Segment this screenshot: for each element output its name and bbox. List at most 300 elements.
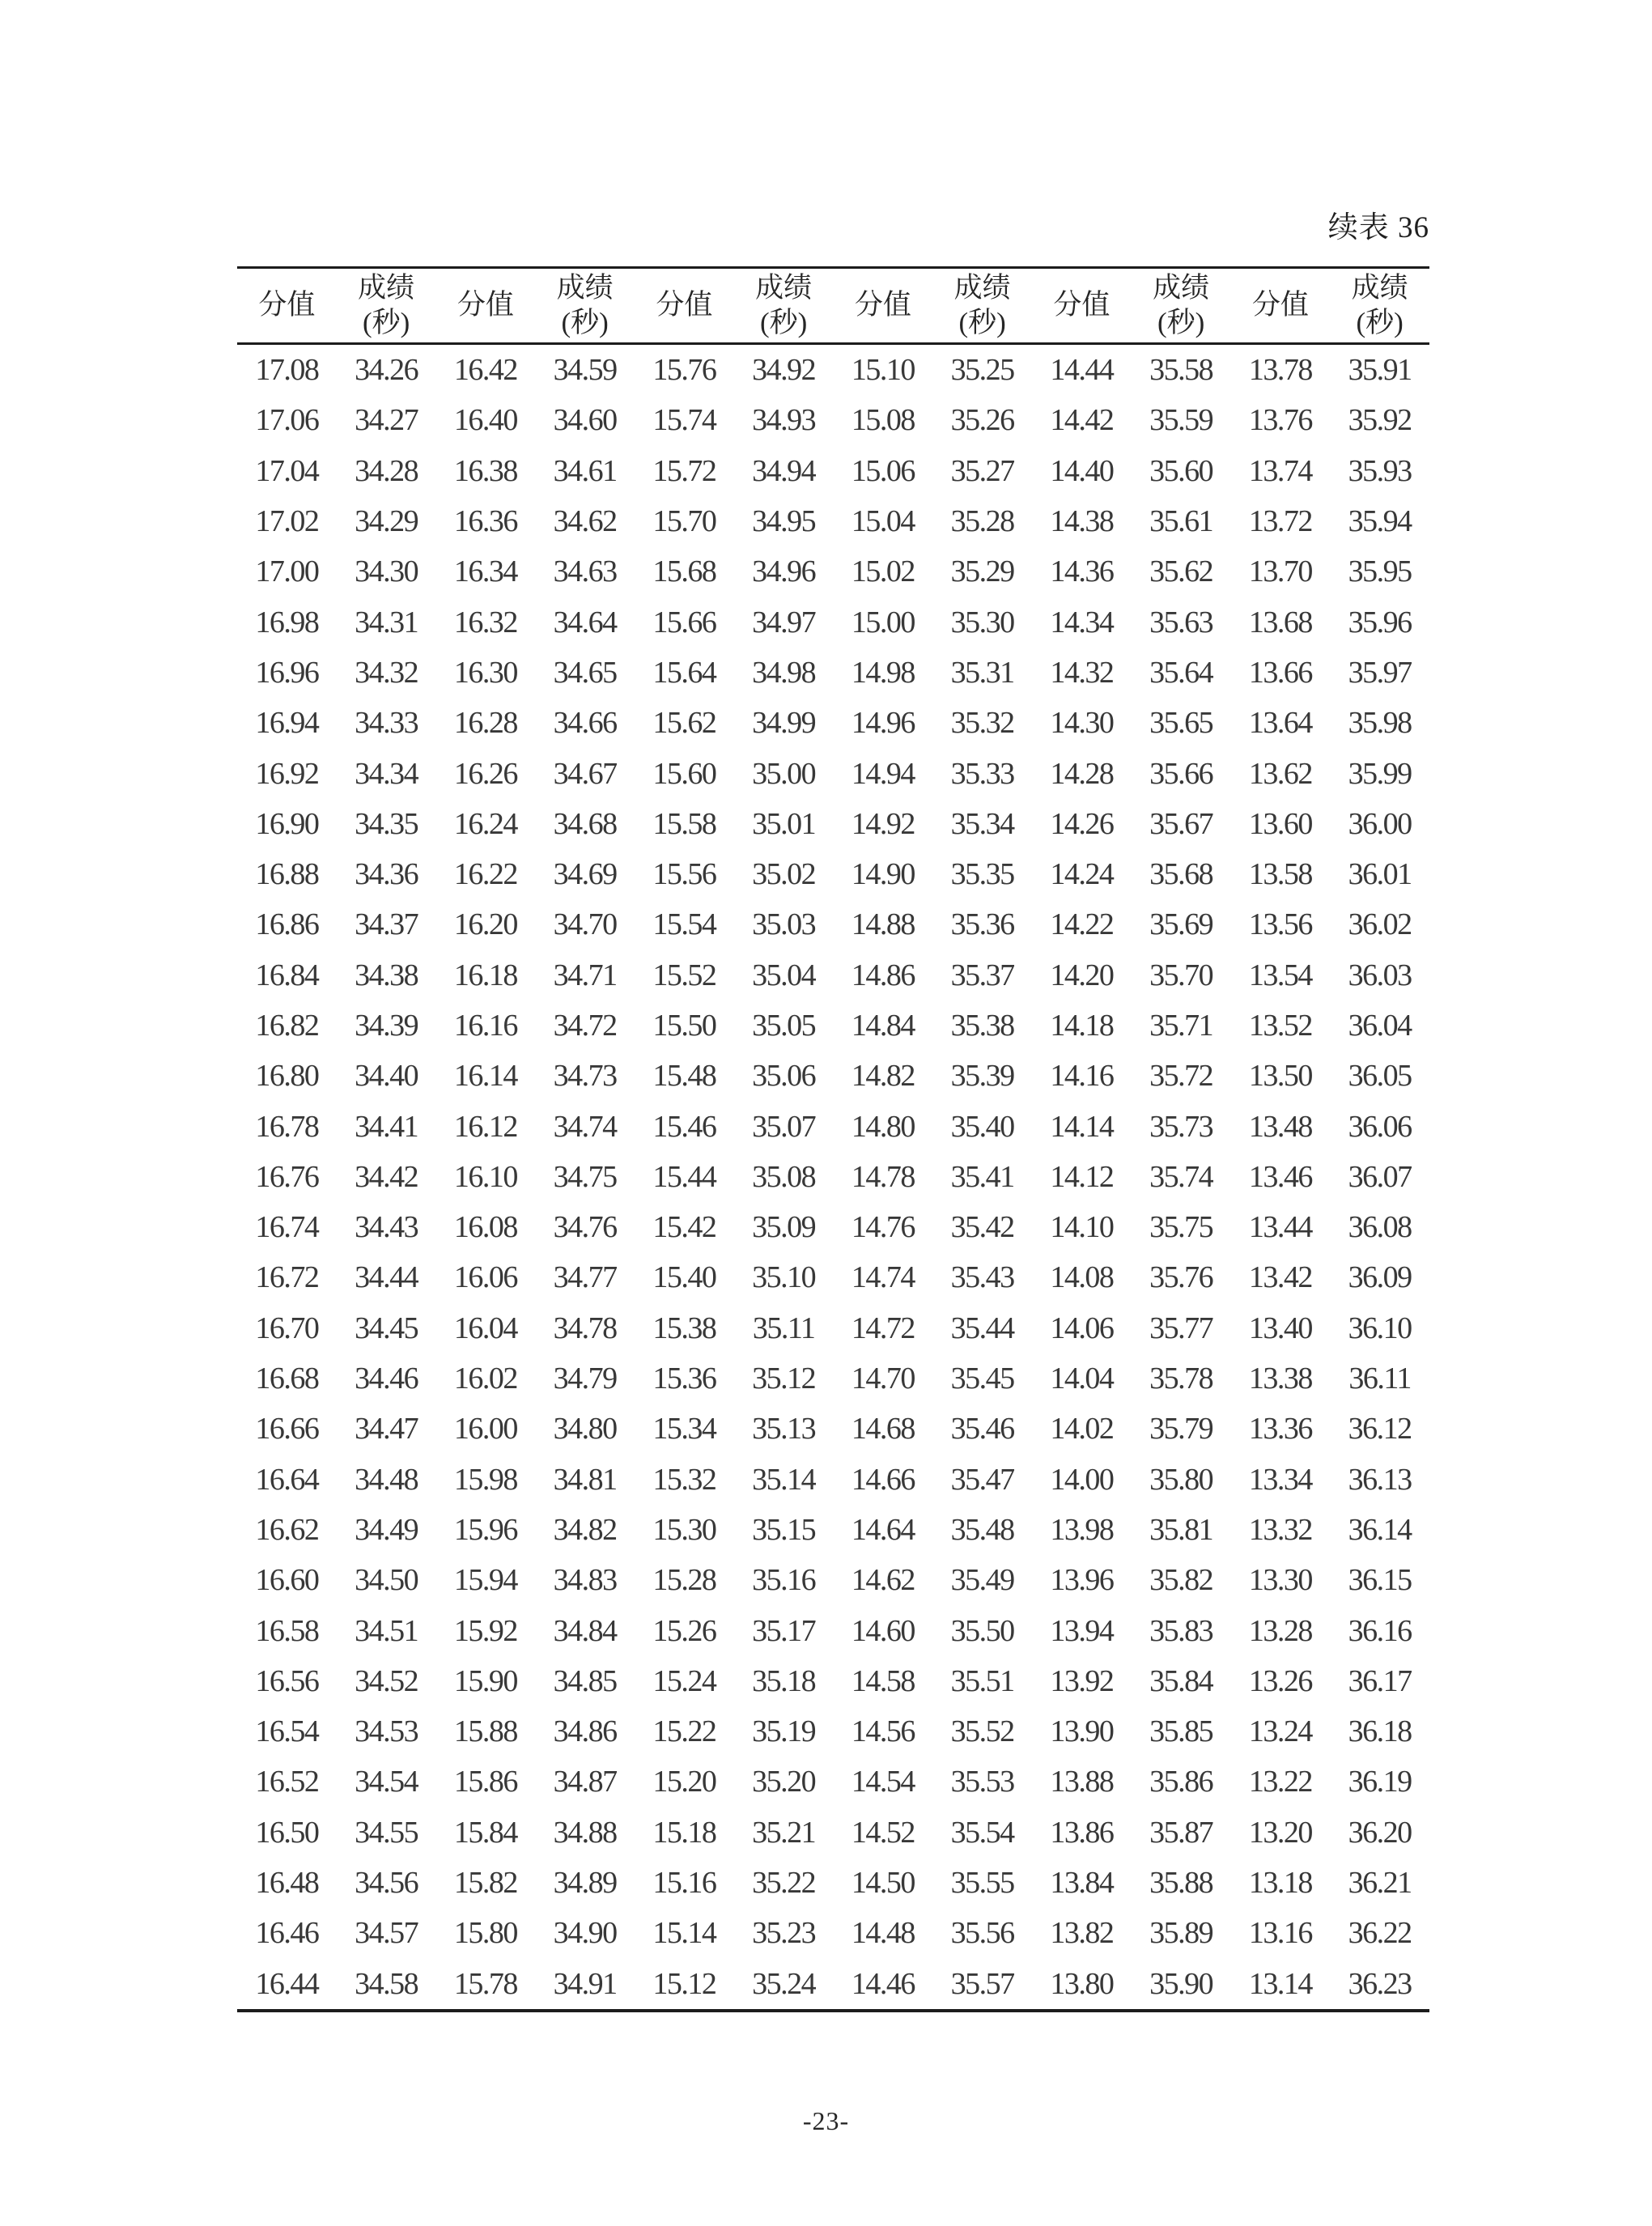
header-result-line2: (秒)	[759, 306, 808, 338]
table-cell: 13.14	[1248, 1966, 1312, 2001]
table-cell: 36.05	[1348, 1059, 1412, 1094]
table-row	[237, 1152, 1429, 1202]
table-cell: 16.14	[453, 1059, 517, 1094]
table-cell: 36.17	[1348, 1663, 1412, 1698]
table-cell: 14.16	[1050, 1059, 1114, 1094]
table-cell: 15.40	[652, 1260, 716, 1295]
table-cell: 15.76	[652, 353, 716, 388]
table-cell: 15.52	[652, 958, 716, 992]
table-cell: 15.28	[652, 1563, 716, 1598]
table-cell: 16.18	[453, 958, 517, 992]
table-cell: 16.94	[255, 706, 319, 741]
table-row	[237, 395, 1429, 445]
table-cell: 35.54	[950, 1815, 1014, 1850]
table-cell: 34.98	[752, 655, 816, 690]
header-cell-result	[734, 271, 834, 340]
table-cell: 36.14	[1348, 1512, 1412, 1547]
table-cell: 35.57	[950, 1966, 1014, 2001]
table-row	[237, 1908, 1429, 1958]
table-cell: 35.72	[1149, 1059, 1213, 1094]
table-cell: 35.17	[752, 1613, 816, 1648]
table-cell: 36.15	[1348, 1563, 1412, 1598]
table-cell: 35.08	[752, 1159, 816, 1194]
table-cell: 35.45	[950, 1362, 1014, 1396]
table-cell: 17.08	[255, 353, 319, 388]
table-cell: 14.22	[1050, 907, 1114, 942]
table-cell: 34.51	[355, 1613, 418, 1648]
table-cell: 34.80	[553, 1412, 617, 1446]
table-cell: 14.34	[1050, 605, 1114, 639]
table-cell: 16.32	[453, 605, 517, 639]
table-cell: 34.29	[355, 504, 418, 539]
table-cell: 35.32	[950, 706, 1014, 741]
table-cell: 34.48	[355, 1462, 418, 1497]
table-cell: 14.88	[851, 907, 915, 942]
table-cell: 13.50	[1248, 1059, 1312, 1094]
table-header-row	[237, 269, 1429, 345]
table-cell: 34.83	[553, 1563, 617, 1598]
table-row	[237, 1706, 1429, 1757]
table-cell: 35.92	[1348, 403, 1412, 438]
table-cell: 15.08	[851, 403, 915, 438]
table-cell: 35.42	[950, 1210, 1014, 1245]
table-cell: 35.88	[1149, 1866, 1213, 1901]
table-cell: 34.34	[355, 756, 418, 791]
table-cell: 36.06	[1348, 1109, 1412, 1144]
table-cell: 35.07	[752, 1109, 816, 1144]
header-cell-score: 分值	[258, 289, 316, 321]
table-cell: 13.96	[1050, 1563, 1114, 1598]
table-row	[237, 1757, 1429, 1807]
table-cell: 34.86	[553, 1714, 617, 1749]
table-cell: 34.69	[553, 857, 617, 892]
table-cell: 13.20	[1248, 1815, 1312, 1850]
table-cell: 35.40	[950, 1109, 1014, 1144]
table-caption: 续表 36	[1327, 211, 1429, 244]
table-cell: 13.40	[1248, 1311, 1312, 1345]
table-cell: 16.42	[453, 353, 517, 388]
table-cell: 36.02	[1348, 907, 1412, 942]
table-cell: 35.96	[1348, 605, 1412, 639]
table-row	[237, 446, 1429, 496]
table-cell: 14.80	[851, 1109, 915, 1144]
header-result-line2: (秒)	[561, 306, 609, 338]
header-cell-result	[337, 271, 436, 340]
table-cell: 36.04	[1348, 1009, 1412, 1043]
table-cell: 15.56	[652, 857, 716, 892]
table-cell: 34.64	[553, 605, 617, 639]
table-cell: 16.72	[255, 1260, 319, 1295]
table-cell: 34.84	[553, 1613, 617, 1648]
table-cell: 14.84	[851, 1009, 915, 1043]
table-cell: 35.20	[752, 1765, 816, 1799]
table-cell: 35.12	[752, 1362, 816, 1396]
table-cell: 34.82	[553, 1512, 617, 1547]
table-cell: 34.47	[355, 1412, 418, 1446]
table-cell: 34.95	[752, 504, 816, 539]
table-cell: 35.31	[950, 655, 1014, 690]
table-row	[237, 597, 1429, 647]
table-cell: 34.54	[355, 1765, 418, 1799]
table-cell: 15.62	[652, 706, 716, 741]
table-cell: 16.24	[453, 806, 517, 841]
header-result-line1: 成绩	[953, 271, 1011, 304]
header-cell-score: 分值	[1251, 289, 1309, 321]
table-row	[237, 1404, 1429, 1454]
table-cell: 14.20	[1050, 958, 1114, 992]
table-cell: 35.06	[752, 1059, 816, 1094]
table-cell: 34.99	[752, 706, 816, 741]
table-cell: 34.43	[355, 1210, 418, 1245]
table-cell: 17.06	[255, 403, 319, 438]
table-row	[237, 1202, 1429, 1252]
table-cell: 34.41	[355, 1109, 418, 1144]
table-cell: 15.06	[851, 453, 915, 488]
table-cell: 13.52	[1248, 1009, 1312, 1043]
table-cell: 13.64	[1248, 706, 1312, 741]
header-result-line2: (秒)	[1356, 306, 1404, 338]
table-cell: 35.48	[950, 1512, 1014, 1547]
table-cell: 35.05	[752, 1009, 816, 1043]
table-cell: 35.03	[752, 907, 816, 942]
table-row	[237, 648, 1429, 698]
table-cell: 13.68	[1248, 605, 1312, 639]
table-cell: 14.02	[1050, 1412, 1114, 1446]
table-cell: 34.39	[355, 1009, 418, 1043]
table-cell: 34.97	[752, 605, 816, 639]
table-cell: 35.87	[1149, 1815, 1213, 1850]
table-cell: 35.86	[1149, 1765, 1213, 1799]
table-cell: 15.22	[652, 1714, 716, 1749]
table-cell: 15.10	[851, 353, 915, 388]
table-cell: 35.51	[950, 1663, 1014, 1698]
table-cell: 34.74	[553, 1109, 617, 1144]
header-cell-score: 分值	[1053, 289, 1111, 321]
table-cell: 14.44	[1050, 353, 1114, 388]
table-cell: 35.30	[950, 605, 1014, 639]
table-cell: 16.22	[453, 857, 517, 892]
table-cell: 34.38	[355, 958, 418, 992]
table-cell: 14.38	[1050, 504, 1114, 539]
table-cell: 15.78	[453, 1966, 517, 2001]
table-cell: 35.35	[950, 857, 1014, 892]
table-cell: 14.24	[1050, 857, 1114, 892]
table-cell: 14.70	[851, 1362, 915, 1396]
table-cell: 35.85	[1149, 1714, 1213, 1749]
table-cell: 14.46	[851, 1966, 915, 2001]
table-row	[237, 1000, 1429, 1051]
table-cell: 36.23	[1348, 1966, 1412, 2001]
table-cell: 36.20	[1348, 1815, 1412, 1850]
table-cell: 13.46	[1248, 1159, 1312, 1194]
header-cell-result	[535, 271, 635, 340]
table-cell: 15.90	[453, 1663, 517, 1698]
table-cell: 35.65	[1149, 706, 1213, 741]
table-cell: 16.34	[453, 554, 517, 589]
table-cell: 35.55	[950, 1866, 1014, 1901]
table-cell: 35.37	[950, 958, 1014, 992]
table-cell: 16.86	[255, 907, 319, 942]
table-cell: 35.70	[1149, 958, 1213, 992]
table-cell: 15.42	[652, 1210, 716, 1245]
table-row	[237, 1353, 1429, 1404]
table-cell: 14.36	[1050, 554, 1114, 589]
table-cell: 34.52	[355, 1663, 418, 1698]
table-cell: 15.38	[652, 1311, 716, 1345]
table-cell: 34.79	[553, 1362, 617, 1396]
table-cell: 35.69	[1149, 907, 1213, 942]
table-cell: 14.26	[1050, 806, 1114, 841]
table-cell: 14.92	[851, 806, 915, 841]
header-cell-score: 分值	[854, 289, 911, 321]
table-cell: 15.70	[652, 504, 716, 539]
table-cell: 14.90	[851, 857, 915, 892]
table-cell: 35.99	[1348, 756, 1412, 791]
table-cell: 35.56	[950, 1916, 1014, 1951]
table-cell: 35.34	[950, 806, 1014, 841]
table-cell: 36.11	[1348, 1362, 1411, 1396]
table-cell: 35.23	[752, 1916, 816, 1951]
table-cell: 36.00	[1348, 806, 1412, 841]
table-cell: 17.04	[255, 453, 319, 488]
table-cell: 16.44	[255, 1966, 319, 2001]
table-cell: 35.93	[1348, 453, 1412, 488]
table-cell: 13.78	[1248, 353, 1312, 388]
table-cell: 14.58	[851, 1663, 915, 1698]
table-cell: 35.98	[1348, 706, 1412, 741]
table-cell: 15.74	[652, 403, 716, 438]
table-cell: 34.42	[355, 1159, 418, 1194]
table-cell: 34.87	[553, 1765, 617, 1799]
table-cell: 16.64	[255, 1462, 319, 1497]
table-cell: 36.12	[1348, 1412, 1412, 1446]
table-cell: 35.44	[950, 1311, 1014, 1345]
table-cell: 34.62	[553, 504, 617, 539]
table-cell: 35.73	[1149, 1109, 1213, 1144]
table-row	[237, 1959, 1429, 2009]
table-cell: 14.74	[851, 1260, 915, 1295]
table-cell: 34.81	[553, 1462, 617, 1497]
table-cell: 13.94	[1050, 1613, 1114, 1648]
table-cell: 36.13	[1348, 1462, 1412, 1497]
table-cell: 13.42	[1248, 1260, 1312, 1295]
table-cell: 34.60	[553, 403, 617, 438]
table-cell: 13.22	[1248, 1765, 1312, 1799]
table-cell: 15.86	[453, 1765, 517, 1799]
table-cell: 34.35	[355, 806, 418, 841]
table-cell: 14.62	[851, 1563, 915, 1598]
table-body	[237, 345, 1429, 2009]
header-result-line2: (秒)	[1157, 306, 1205, 338]
table-cell: 35.64	[1149, 655, 1213, 690]
table-cell: 14.64	[851, 1512, 915, 1547]
table-cell: 13.92	[1050, 1663, 1114, 1698]
table-cell: 13.38	[1248, 1362, 1312, 1396]
table-cell: 14.50	[851, 1866, 915, 1901]
table-cell: 16.00	[453, 1412, 517, 1446]
table-cell: 35.75	[1149, 1210, 1213, 1245]
table-cell: 16.90	[255, 806, 319, 841]
table-cell: 15.64	[652, 655, 716, 690]
table-cell: 34.71	[553, 958, 617, 992]
table-cell: 13.60	[1248, 806, 1312, 841]
table-cell: 14.30	[1050, 706, 1114, 741]
table-cell: 16.52	[255, 1765, 319, 1799]
table-cell: 16.08	[453, 1210, 517, 1245]
table-cell: 34.49	[355, 1512, 418, 1547]
table-cell: 16.50	[255, 1815, 319, 1850]
table-cell: 35.27	[950, 453, 1014, 488]
table-cell: 35.24	[752, 1966, 816, 2001]
table-cell: 15.04	[851, 504, 915, 539]
table-cell: 34.57	[355, 1916, 418, 1951]
table-cell: 15.68	[652, 554, 716, 589]
table-cell: 35.83	[1149, 1613, 1213, 1648]
table-cell: 13.56	[1248, 907, 1312, 942]
table-cell: 13.86	[1050, 1815, 1114, 1850]
table-cell: 14.78	[851, 1159, 915, 1194]
table-cell: 16.76	[255, 1159, 319, 1194]
table-row	[237, 799, 1429, 849]
table-cell: 16.20	[453, 907, 517, 942]
table-cell: 35.74	[1149, 1159, 1213, 1194]
table-cell: 35.76	[1149, 1260, 1213, 1295]
table-cell: 13.44	[1248, 1210, 1312, 1245]
table-cell: 16.06	[453, 1260, 517, 1295]
table-cell: 15.24	[652, 1663, 716, 1698]
table-cell: 34.77	[553, 1260, 617, 1295]
table-cell: 14.48	[851, 1916, 915, 1951]
table-cell: 34.44	[355, 1260, 418, 1295]
table-cell: 13.82	[1050, 1916, 1114, 1951]
table-cell: 34.76	[553, 1210, 617, 1245]
table-cell: 35.82	[1149, 1563, 1213, 1598]
table-cell: 14.18	[1050, 1009, 1114, 1043]
table-cell: 16.60	[255, 1563, 319, 1598]
table-cell: 35.61	[1149, 504, 1213, 539]
table-cell: 35.89	[1149, 1916, 1213, 1951]
table-row	[237, 1051, 1429, 1101]
page-number: -23-	[802, 2106, 850, 2135]
table-cell: 15.66	[652, 605, 716, 639]
table-cell: 35.62	[1149, 554, 1213, 589]
table-cell: 15.60	[652, 756, 716, 791]
table-cell: 16.68	[255, 1362, 319, 1396]
table-cell: 13.34	[1248, 1462, 1312, 1497]
table-cell: 16.36	[453, 504, 517, 539]
table-cell: 36.09	[1348, 1260, 1412, 1295]
table-cell: 15.30	[652, 1512, 716, 1547]
table-cell: 16.88	[255, 857, 319, 892]
table-cell: 14.54	[851, 1765, 915, 1799]
table-cell: 16.70	[255, 1311, 319, 1345]
table-cell: 36.21	[1348, 1866, 1412, 1901]
table-cell: 15.12	[652, 1966, 716, 2001]
table-cell: 35.67	[1149, 806, 1213, 841]
header-cell-result	[1330, 271, 1429, 340]
table-cell: 13.58	[1248, 857, 1312, 892]
table-cell: 17.00	[255, 554, 319, 589]
header-result-line1: 成绩	[1153, 271, 1210, 304]
table-row	[237, 1252, 1429, 1302]
table-row	[237, 1808, 1429, 1858]
table-cell: 16.54	[255, 1714, 319, 1749]
table-cell: 15.18	[652, 1815, 716, 1850]
table-cell: 35.36	[950, 907, 1014, 942]
table-cell: 14.94	[851, 756, 915, 791]
table-cell: 36.16	[1348, 1613, 1412, 1648]
table-cell: 35.95	[1348, 554, 1412, 589]
table-cell: 35.28	[950, 504, 1014, 539]
table-cell: 34.66	[553, 706, 617, 741]
table-cell: 16.78	[255, 1109, 319, 1144]
table-cell: 15.26	[652, 1613, 716, 1648]
header-result-line1: 成绩	[1351, 271, 1408, 304]
header-cell-result	[932, 271, 1032, 340]
table-cell: 14.04	[1050, 1362, 1114, 1396]
table-cell: 16.80	[255, 1059, 319, 1094]
table-cell: 16.74	[255, 1210, 319, 1245]
table-cell: 35.63	[1149, 605, 1213, 639]
table-cell: 34.46	[355, 1362, 418, 1396]
table-cell: 35.02	[752, 857, 816, 892]
table-cell: 34.53	[355, 1714, 418, 1749]
table-cell: 35.46	[950, 1412, 1014, 1446]
table-cell: 13.74	[1248, 453, 1312, 488]
table-cell: 36.08	[1348, 1210, 1412, 1245]
table-cell: 35.39	[950, 1059, 1014, 1094]
table-cell: 14.12	[1050, 1159, 1114, 1194]
table-cell: 34.37	[355, 907, 418, 942]
table-row	[237, 1605, 1429, 1655]
table-cell: 36.01	[1348, 857, 1412, 892]
table-cell: 16.84	[255, 958, 319, 992]
header-result-line1: 成绩	[358, 271, 415, 304]
table-cell: 16.82	[255, 1009, 319, 1043]
table-cell: 34.55	[355, 1815, 418, 1850]
header-cell-score: 分值	[656, 289, 713, 321]
table-cell: 34.88	[553, 1815, 617, 1850]
table-cell: 35.58	[1149, 353, 1213, 388]
table-cell: 15.20	[652, 1765, 716, 1799]
table-cell: 15.46	[652, 1109, 716, 1144]
table-cell: 34.27	[355, 403, 418, 438]
table-cell: 35.41	[950, 1159, 1014, 1194]
table-cell: 13.84	[1050, 1866, 1114, 1901]
table-cell: 16.38	[453, 453, 517, 488]
table-cell: 14.72	[851, 1311, 915, 1345]
table-cell: 35.01	[752, 806, 816, 841]
header-result-line1: 成绩	[556, 271, 614, 304]
table-cell: 15.72	[652, 453, 716, 488]
table-row	[237, 1303, 1429, 1353]
table-cell: 16.02	[453, 1362, 517, 1396]
table-cell: 35.49	[950, 1563, 1014, 1598]
header-result-line2: (秒)	[958, 306, 1006, 338]
table-cell: 14.60	[851, 1613, 915, 1648]
table-cell: 35.11	[752, 1311, 815, 1345]
table-cell: 35.47	[950, 1462, 1014, 1497]
table-row	[237, 1455, 1429, 1505]
table-cell: 35.10	[752, 1260, 816, 1295]
table-cell: 16.40	[453, 403, 517, 438]
table-cell: 16.46	[255, 1916, 319, 1951]
table-cell: 16.12	[453, 1109, 517, 1144]
table-cell: 13.30	[1248, 1563, 1312, 1598]
table-cell: 14.86	[851, 958, 915, 992]
table-cell: 16.48	[255, 1866, 319, 1901]
table-cell: 16.28	[453, 706, 517, 741]
